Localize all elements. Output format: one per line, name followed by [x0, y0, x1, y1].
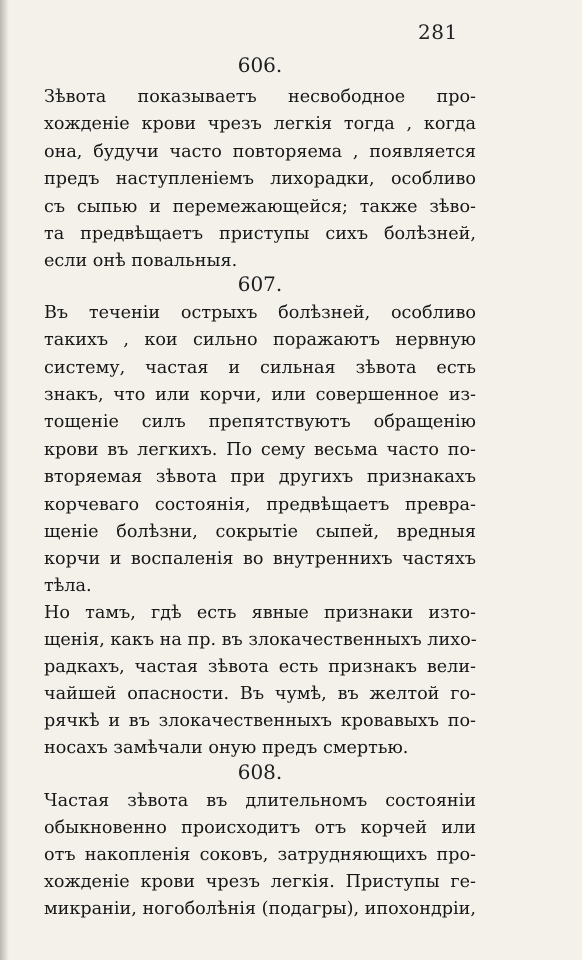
text-line: съ сыпью и перемежающейся; также зѣво-: [44, 197, 476, 217]
text-line: Въ теченіи острыхъ болѣзней, особливо: [44, 303, 476, 323]
text-line: тѣла.: [44, 576, 92, 596]
text-line: микраніи, ногоболѣнія (подагры), ипохондріи,: [44, 899, 476, 919]
text-line: хожденіе крови чрезъ легкія тогда , когда: [44, 114, 476, 134]
text-line: предъ наступленіемъ лихорадки, особливо: [44, 169, 476, 189]
text-line: щенія, какъ на пр. въ злокачественныхъ лихо-: [44, 630, 477, 650]
text-line: хожденіе крови чрезъ легкія. Приступы ге-: [44, 872, 476, 892]
text-line: корчи и воспаленія во внутреннихъ частяхъ: [44, 549, 476, 569]
page-number: 281: [418, 20, 458, 44]
text-line: Частая зѣвота въ длительномъ состояніи: [44, 791, 476, 811]
section-number-607: 607.: [237, 272, 283, 296]
text-line: радкахъ, частая зѣвота есть признакъ вели-: [44, 657, 476, 677]
section-number-608: 608.: [237, 760, 283, 784]
text-line: вторяемая зѣвота при другихъ признакахъ: [44, 467, 476, 487]
text-line: та предвѣщаетъ приступы сихъ болѣзней,: [44, 224, 476, 244]
text-line: такихъ , кои сильно поражаютъ нервную: [44, 330, 476, 350]
text-line: крови въ легкихъ. По сему весьма часто по-: [44, 440, 476, 460]
text-line: если онѣ повальныя.: [44, 251, 238, 271]
text-line: Но тамъ, гдѣ есть явные признаки изто-: [44, 603, 476, 623]
text-line: Зѣвота показываетъ несвободное про-: [44, 87, 476, 107]
text-line: обыкновенно происходитъ отъ корчей или: [44, 818, 476, 838]
text-line: отъ накопленія соковъ, затрудняющихъ про-: [44, 845, 476, 865]
text-line: знакъ, что или корчи, или совершенное из-: [44, 385, 476, 405]
text-line: систему, частая и сильная зѣвота есть: [44, 358, 476, 378]
text-line: носахъ замѣчали оную предъ смертью.: [44, 738, 409, 758]
page-binding-edge: [0, 0, 9, 960]
section-number-606: 606.: [237, 53, 283, 77]
text-line: тощеніе силъ препятствуютъ обращенію: [44, 412, 476, 432]
text-line: она, будучи часто повторяема , появляется: [44, 142, 476, 162]
text-line: рячкѣ и въ злокачественныхъ кровавыхъ по-: [44, 711, 476, 731]
text-line: чайшей опасности. Въ чумѣ, въ желтой го-: [44, 684, 476, 704]
text-line: щеніе болѣзни, сокрытіе сыпей, вредныя: [44, 522, 476, 542]
text-line: корчеваго состоянія, предвѣщаетъ превра-: [44, 495, 476, 515]
